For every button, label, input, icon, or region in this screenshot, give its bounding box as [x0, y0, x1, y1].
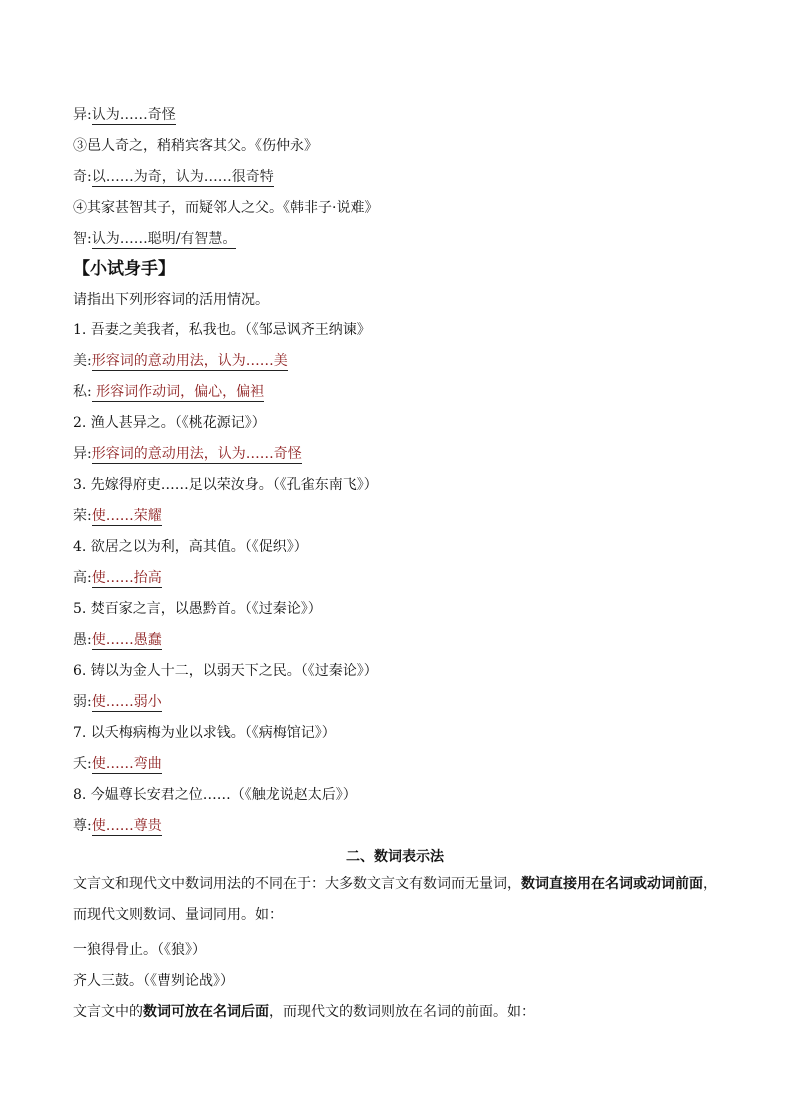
- paragraph-text: ，而现代文的数词则放在名词的前面。如：: [269, 1004, 535, 1020]
- exercise-answer-line: [73, 630, 162, 650]
- answer-label: 荣:: [73, 508, 92, 524]
- paragraph-text: 文言文中的: [73, 1004, 143, 1020]
- entry-answer: 认为……奇怪: [91, 107, 176, 123]
- answer-label: 美:: [73, 353, 92, 369]
- example-sentence: ④其家甚智其子，而疑邻人之父。《韩非子·说难》: [73, 200, 379, 216]
- answer-text: 使……荣耀: [91, 508, 162, 524]
- answer-text: 形容词作动词，偏心，偏袒: [91, 384, 265, 400]
- entry-label: 奇:: [73, 169, 92, 185]
- entry-line: [73, 167, 274, 187]
- exercise-answer-line: [73, 382, 264, 402]
- exercise-question: 3. 先嫁得府吏……足以荣汝身。（《孔雀东南飞》）: [73, 477, 378, 493]
- answer-label: 尊:: [73, 818, 92, 834]
- entry-answer: 认为……聪明/有智慧。: [91, 231, 237, 247]
- exercise-question: 5. 焚百家之言，以愚黔首。（《过秦论》）: [73, 601, 322, 617]
- answer-label: 高:: [73, 570, 92, 586]
- exercise-prompt: 请指出下列形容词的活用情况。: [73, 292, 269, 308]
- exercise-question: 1. 吾妻之美我者，私我也。（《邹忌讽齐王纳谏》: [73, 322, 371, 338]
- example-sentence: 一狼得骨止。（《狼》）: [73, 942, 206, 958]
- answer-text: 使……弱小: [91, 694, 162, 710]
- paragraph-text: ，而现代文则数词、量词同用。如：: [73, 876, 717, 923]
- exercise-question: 2. 渔人甚异之。（《桃花源记》）: [73, 415, 266, 431]
- paragraph-emphasis: 数词直接用在名词或动词前面: [521, 876, 703, 892]
- answer-label: 愚:: [73, 632, 92, 648]
- entry-line: [73, 229, 236, 249]
- exercise-answer-line: [73, 506, 162, 526]
- exercise-answer-line: [73, 754, 162, 774]
- answer-label: 夭:: [73, 756, 92, 772]
- exercise-answer-line: [73, 444, 302, 464]
- exercise-answer-line: [73, 816, 162, 836]
- exercise-answer-line: [73, 351, 288, 371]
- answer-label: 异:: [73, 446, 92, 462]
- answer-text: 形容词的意动用法，认为……美: [91, 353, 288, 369]
- answer-text: 使……愚蠢: [91, 632, 162, 648]
- paragraph-text: 文言文和现代文中数词用法的不同在于：大多数文言文有数词而无量词，: [73, 876, 521, 892]
- paragraph: [73, 1002, 535, 1022]
- section-heading: 【小试身手】: [73, 259, 175, 279]
- entry-answer: 以……为奇，认为……很奇特: [91, 169, 274, 185]
- exercise-question: 8. 今媪尊长安君之位……（《触龙说赵太后》）: [73, 787, 357, 803]
- example-sentence: 齐人三鼓。（《曹刿论战》）: [73, 973, 234, 989]
- example-sentence: ③邑人奇之，稍稍宾客其父。《伤仲永》: [73, 138, 318, 154]
- entry-label: 异:: [73, 107, 92, 123]
- exercise-answer-line: [73, 692, 162, 712]
- paragraph-emphasis: 数词可放在名词后面: [143, 1004, 269, 1020]
- answer-label: 弱:: [73, 694, 92, 710]
- answer-text: 形容词的意动用法，认为……奇怪: [91, 446, 302, 462]
- exercise-answer-line: [73, 568, 162, 588]
- exercise-question: 6. 铸以为金人十二，以弱天下之民。（《过秦论》）: [73, 663, 378, 679]
- answer-text: 使……尊贵: [91, 818, 162, 834]
- paragraph: [73, 869, 723, 931]
- entry-label: 智:: [73, 231, 92, 247]
- answer-text: 使……弯曲: [91, 756, 162, 772]
- entry-line: [73, 105, 176, 125]
- exercise-question: 7. 以夭梅病梅为业以求钱。（《病梅馆记》）: [73, 725, 336, 741]
- answer-text: 使……抬高: [91, 570, 162, 586]
- answer-label: 私:: [73, 384, 92, 400]
- section-title: 二、数词表示法: [346, 849, 444, 865]
- exercise-question: 4. 欲居之以为利，高其值。（《促织》）: [73, 539, 308, 555]
